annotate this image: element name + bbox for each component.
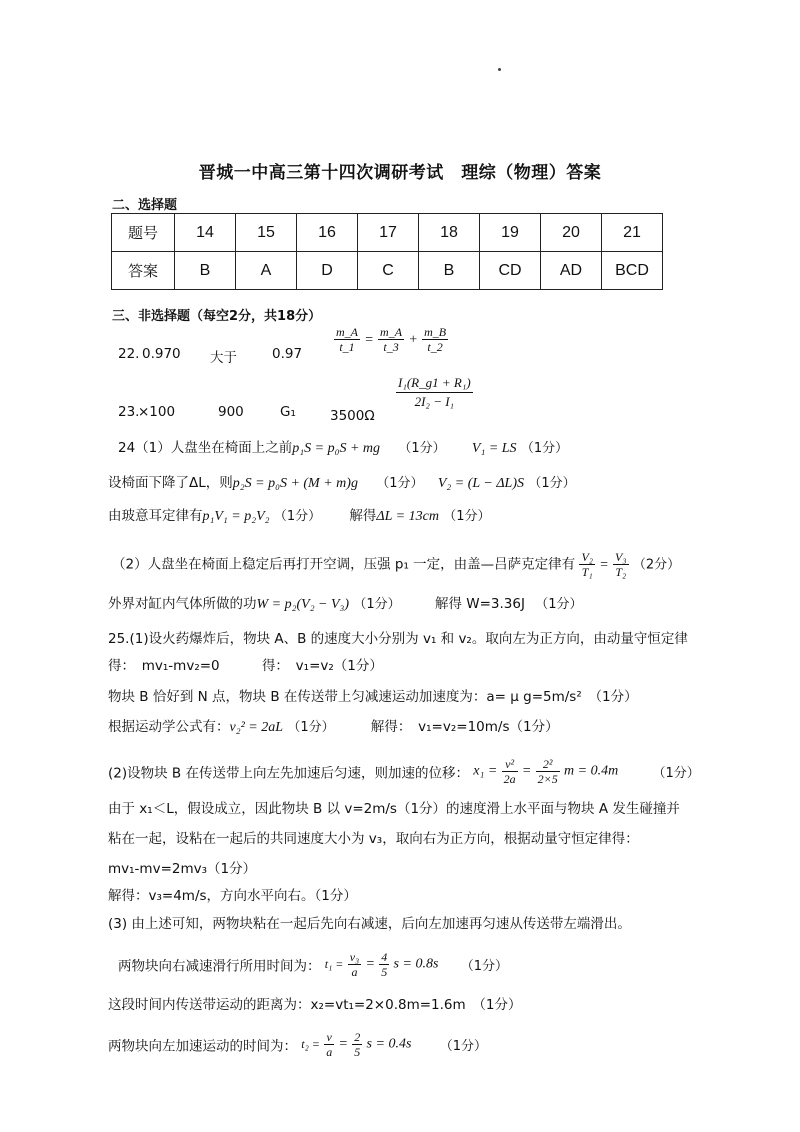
q25-line-8: mv₁-mv=2mv₃（1分） [108,861,257,877]
fraction: $\frac{\text{V₂}}{\text{T₁}}$ [581,550,593,579]
table-header-cell: 题号 [112,214,175,252]
q25-line-5: (2)设物块 B 在传送带上向左先加速后匀速，则加速的位移： x₁ = $\frac{\text{v²}}{2a}$ = $\frac{\text{2²}}{2\times 5}$ m = 0.4m （1分） [108,757,700,786]
q25-line-1: 25.(1)设火药爆炸后，物块 A、B 的速度大小分别为 v₁ 和 v₂。取向左为正方向，由动量守恒定律 [108,631,688,647]
fraction: $\frac{\text{I₁(R\_g1 + R₁)}}{\text{2I₂ − I₁}}$ [398,375,471,409]
fraction: $\frac{\text{V₃}}{\text{T₂}}$ [615,550,627,579]
table-cell: C [358,252,419,290]
fraction: $\frac{2}{5}$ [354,1030,361,1059]
table-cell: AD [541,252,602,290]
q22-answer-2: 大于 [210,350,237,366]
fraction: $\frac{v}{a}$ [326,1030,333,1059]
table-cell: 19 [480,214,541,252]
q24-line-3: 由玻意耳定律有p₁V₁ = p₂V₂ （1分） 解得ΔL = 13cm （1分） [108,508,491,524]
q23-answer-4: 3500Ω [330,408,375,424]
section-heading-multiple-choice: 二、选择题 [112,198,178,213]
table-cell: A [236,252,297,290]
fraction: $\frac{\text{v₃}}{a}$ [349,950,360,979]
fraction: $\frac{\text{2²}}{2\times 5}$ [537,757,558,786]
q25-line-10: (3) 由上述可知，两物块粘在一起后先向右减速，后向左加速再匀速从传送带左端滑出。 [108,916,631,932]
table-row-answers [112,252,663,290]
fraction: $\frac{m\_A}{t\_1}$ [336,325,358,354]
page-title: 晋城一中高三第十四次调研考试 理综（物理）答案 [198,163,602,183]
table-cell: CD [480,252,541,290]
table-cell: 17 [358,214,419,252]
q25-line-9: 解得：v₃=4m/s，方向水平向右。（1分） [108,888,357,904]
q25-line-4: 根据运动学公式有：v₂² = 2aL （1分） 解得： v₁=v₂=10m/s（1分） [108,719,559,735]
q23-answer-1: ×100 [138,404,176,420]
table-cell: 21 [602,214,663,252]
table-cell: 18 [419,214,480,252]
q22-answer-3: 0.97 [272,346,303,362]
scan-speck [498,68,501,71]
table-cell: 20 [541,214,602,252]
q22-answer-1: 0.970 [142,346,181,362]
q23-label: 23. [118,404,140,420]
q25-line-11: 两物块向右减速滑行所用时间为： t₁ = $\frac{\text{v₃}}{a}$ = $\frac{4}{5}$ s = 0.8s （1分） [118,950,508,979]
table-cell: 14 [175,214,236,252]
table-row-numbers [112,214,663,252]
q24-line-2: 设椅面下降了ΔL，则p₂S = p₀S + (M + m)g （1分） V₂ = (L − ΔL)S （1分） [108,475,576,491]
section-heading-non-choice: 三、非选择题（每空2分，共18分） [112,309,322,324]
q25-line-3: 物块 B 恰好到 N 点，物块 B 在传送带上匀减速运动加速度为：a= μ g=5m/s² （1分） [108,689,638,705]
q25-line-7: 粘在一起，设粘在一起后的共同速度大小为 v₃，取向右为正方向，根据动量守恒定律得： [108,831,639,847]
table-cell: B [419,252,480,290]
fraction: $\frac{\text{v²}}{2a}$ [503,757,516,786]
table-cell: BCD [602,252,663,290]
q23-answer-2: 900 [218,404,244,420]
table-header-cell: 答案 [112,252,175,290]
q23-answer-3: G₁ [280,404,296,420]
table-cell: D [297,252,358,290]
table-cell: 16 [297,214,358,252]
fraction: $\frac{4}{5}$ [381,950,388,979]
q22-label: 22. [118,346,140,362]
q24-line-4: （2）人盘坐在椅面上稳定后再打开空调，压强 p₁ 一定，由盖—吕萨克定律有 $\frac{\text{V₂}}{\text{T₁}}$ = $\frac{\text{V₃}}{\text{T₂}}$ （2分） [112,550,681,579]
table-cell: 15 [236,214,297,252]
fraction: $\frac{m\_B}{t\_2}$ [424,325,447,354]
fraction: $\frac{m\_A}{t\_3}$ [380,325,403,354]
q25-line-12: 这段时间内传送带运动的距离为：x₂=vt₁=2×0.8m=1.6m （1分） [108,997,522,1013]
q23-formula [396,374,473,411]
q24-line-5: 外界对缸内气体所做的功W = p₂(V₂ − V₃) （1分） 解得 W=3.36J （1分） [108,596,583,612]
q25-line-6: 由于 x₁＜L，假设成立，因此物块 B 以 v=2m/s（1分）的速度滑上水平面与物块 A 发生碰撞并 [108,801,680,817]
table-cell: B [175,252,236,290]
q24-line-1: 24（1）人盘坐在椅面上之前p₁S = p₀S + mg （1分） V₁ = LS （1分） [118,440,569,456]
q25-line-13: 两物块向左加速运动的时间为： t₂ = $\frac{v}{a}$ = $\frac{2}{5}$ s = 0.4s （1分） [108,1030,487,1059]
q25-line-2: 得： mv₁-mv₂=0 得： v₁=v₂（1分） [108,658,383,674]
answer-table [111,213,663,290]
q22-formula: $\frac{m\_A}{t\_1}$ = $\frac{m\_A}{t\_3}$ + $\frac{m\_B}{t\_2}$ [336,325,447,354]
